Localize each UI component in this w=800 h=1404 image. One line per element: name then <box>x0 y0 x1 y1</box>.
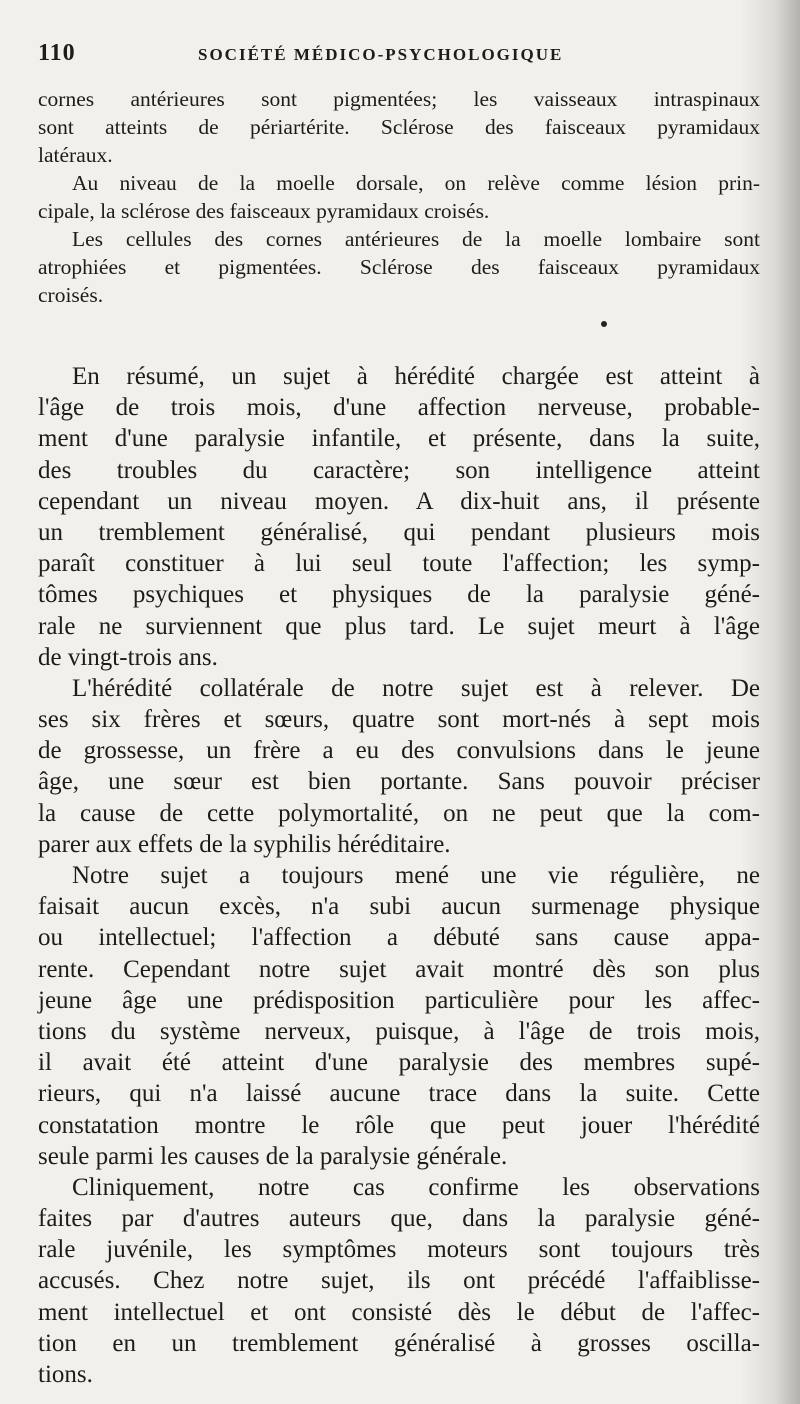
text-line: En résumé, un sujet à hérédité chargée est atteint à <box>72 363 760 390</box>
text-line: ses six frères et sœurs, quatre sont mort-nés à sept mois <box>38 706 760 734</box>
text-line: Notre sujet a toujours mené une vie régulière, ne <box>72 862 760 889</box>
text-line: rieurs, qui n'a laissé aucune trace dans la suite. Cette <box>38 1080 760 1108</box>
text-line: sont atteints de périartérite. Sclérose des faisceaux pyramidaux <box>38 115 760 139</box>
text-line: croisés. <box>38 283 104 307</box>
text-line: ment d'une paralysie infantile, et présente, dans la suite, <box>38 425 760 453</box>
text-line: accusés. Chez notre sujet, ils ont précédé l'affaiblisse- <box>38 1267 760 1295</box>
text-line: rente. Cependant notre sujet avait montré dès son plus <box>38 955 760 983</box>
text-line: L'hérédité collatérale de notre sujet est à relever. De <box>72 674 760 702</box>
text-line: tions. <box>38 1361 93 1388</box>
ink-dot <box>601 321 607 327</box>
text-line: jeune âge une prédisposition particulière pour les affec- <box>38 986 760 1014</box>
text-line: Les cellules des cornes antérieures de la moelle lombaire sont <box>72 227 760 251</box>
text-line: de grossesse, un frère a eu des convulsions dans le jeune <box>38 737 760 765</box>
text-line: rale juvénile, les symptômes moteurs sont toujours très <box>38 1236 760 1264</box>
page-header <box>38 40 758 70</box>
text-line: paraît constituer à lui seul toute l'affection; les symp- <box>38 550 760 578</box>
summary-text <box>38 361 760 1390</box>
text-line: ou intellectuel; l'affection a débuté sans cause appa- <box>38 924 760 952</box>
text-line: constatation montre le rôle que peut jouer l'hérédité <box>38 1111 760 1139</box>
text-line: latéraux. <box>38 143 113 167</box>
text-line: rale ne surviennent que plus tard. Le sujet meurt à l'âge <box>38 612 760 640</box>
text-line: tions du système nerveux, puisque, à l'âge de trois mois, <box>38 1017 760 1045</box>
text-line: seule parmi les causes de la paralysie générale. <box>38 1142 508 1170</box>
text-line: Cliniquement, notre cas confirme les observations <box>72 1173 760 1201</box>
running-head: SOCIÉTÉ MÉDICO-PSYCHOLOGIQUE <box>198 45 564 64</box>
text-line: atrophiées et pigmentées. Sclérose des faisceaux pyramidaux <box>38 255 760 279</box>
text-line: tômes psychiques et physiques de la paralysie géné- <box>38 581 760 609</box>
text-line: ment intellectuel et ont consisté dès le début de l'affec- <box>38 1298 760 1326</box>
text-line: des troubles du caractère; son intelligence atteint <box>38 456 760 484</box>
text-line: âge, une sœur est bien portante. Sans pouvoir préciser <box>38 768 760 796</box>
text-line: faisait aucun excès, n'a subi aucun surmenage physique <box>38 893 760 921</box>
text-line: cornes antérieures sont pigmentées; les vaisseaux intraspinaux <box>38 87 760 111</box>
text-line: faites par d'autres auteurs que, dans la paralysie géné- <box>38 1205 760 1233</box>
text-line: il avait été atteint d'une paralysie des membres supé- <box>38 1049 760 1077</box>
autopsy-findings-text <box>38 85 760 309</box>
text-line: un tremblement généralisé, qui pendant plusieurs mois <box>38 518 760 546</box>
text-line: Au niveau de la moelle dorsale, on relève comme lésion prin- <box>72 171 760 195</box>
text-line: tion en un tremblement généralisé à grosses oscilla- <box>38 1329 760 1357</box>
text-line: l'âge de trois mois, d'une affection nerveuse, probable- <box>38 394 760 422</box>
text-line: cipale, la sclérose des faisceaux pyramidaux croisés. <box>38 199 490 223</box>
text-line: la cause de cette polymortalité, on ne peut que la com- <box>38 799 760 827</box>
text-line: de vingt-trois ans. <box>38 643 218 671</box>
text-line: cependant un niveau moyen. A dix-huit ans, il présente <box>38 487 760 515</box>
page-number: 110 <box>38 40 76 66</box>
text-line: parer aux effets de la syphilis héréditaire. <box>38 830 451 858</box>
